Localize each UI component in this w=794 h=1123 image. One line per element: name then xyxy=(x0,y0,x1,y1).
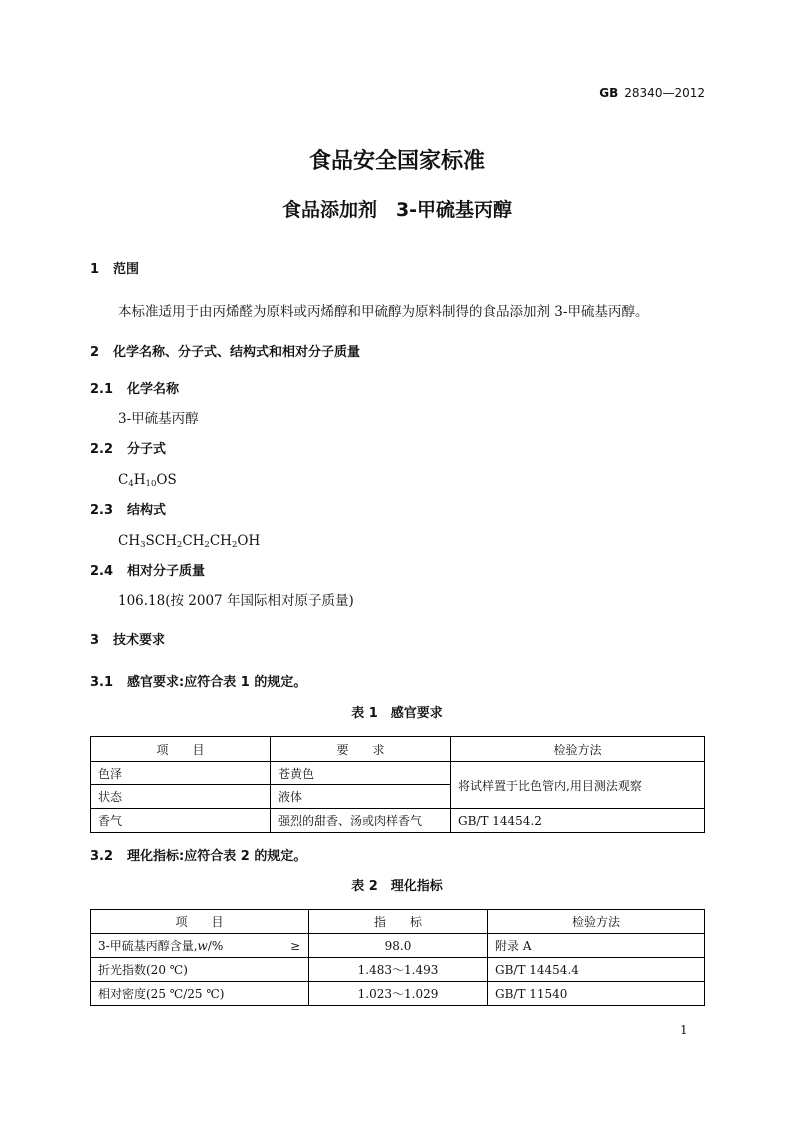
section-number: 3 xyxy=(90,633,100,648)
structural-formula xyxy=(118,533,260,549)
value-cell: 98.0 xyxy=(309,934,488,958)
item-cell xyxy=(91,934,309,958)
formula-subscript: 4 xyxy=(128,479,134,489)
section-2-4-heading xyxy=(90,564,205,580)
section-2-1-heading xyxy=(90,382,179,398)
formula-subscript: 2 xyxy=(231,540,238,550)
section-2-3-heading xyxy=(90,503,166,519)
value-cell: 1.023～1.029 xyxy=(309,982,488,1006)
formula-subscript: 2 xyxy=(176,540,183,550)
operator-symbol: ≥ xyxy=(289,938,300,953)
section-number: 1 xyxy=(90,262,100,277)
section-title: 理化指标:应符合表 2 的规定。 xyxy=(127,849,307,864)
requirement-cell: 苍黄色 xyxy=(271,762,451,785)
header-cell: 要 求 xyxy=(271,737,451,762)
standard-code-prefix: GB xyxy=(599,86,619,100)
section-number: 3.2 xyxy=(90,849,114,864)
section-2-2-heading xyxy=(90,442,166,458)
method-cell: GB/T 14454.4 xyxy=(488,958,705,982)
page-number: 1 xyxy=(680,1023,688,1037)
section-title: 化学名称、分子式、结构式和相对分子质量 xyxy=(113,345,361,360)
requirement-cell: 强烈的甜香、汤或肉样香气 xyxy=(271,809,451,833)
chemical-name: 3-甲硫基丙醇 xyxy=(118,411,199,427)
formula-part: CH xyxy=(209,533,232,549)
section-3-heading xyxy=(90,633,165,649)
section-title: 技术要求 xyxy=(113,633,166,648)
section-number: 2 xyxy=(90,345,100,360)
header-cell: 项 目 xyxy=(91,737,271,762)
method-cell: GB/T 11540 xyxy=(488,982,705,1006)
value-cell: 1.483～1.493 xyxy=(309,958,488,982)
header-cell: 项 目 xyxy=(91,910,309,934)
section-2-heading xyxy=(90,345,360,361)
document-subtitle: 食品添加剂 3-甲硫基丙醇 xyxy=(281,199,513,221)
table-header-row xyxy=(91,910,705,934)
formula-part: CH xyxy=(118,533,141,549)
item-label-unit: /% xyxy=(207,939,224,953)
method-cell: GB/T 14454.2 xyxy=(451,809,705,833)
section-title: 分子式 xyxy=(127,442,167,457)
section-title: 相对分子质量 xyxy=(127,564,206,579)
standard-code xyxy=(599,86,705,100)
table-1-caption: 表 1 感官要求 xyxy=(351,706,443,721)
header-cell: 指 标 xyxy=(309,910,488,934)
table-row xyxy=(91,934,705,958)
formula-part: H xyxy=(133,472,146,488)
table-row xyxy=(91,809,705,833)
formula-part: SCH xyxy=(145,533,177,549)
item-label xyxy=(98,937,223,954)
header-cell: 检验方法 xyxy=(451,737,705,762)
item-cell: 折光指数(20 ℃) xyxy=(91,958,309,982)
section-title: 化学名称 xyxy=(127,382,180,397)
section-title: 范围 xyxy=(113,262,140,277)
section-number: 2.4 xyxy=(90,564,114,579)
formula-part: OS xyxy=(156,472,177,488)
item-cell: 香气 xyxy=(91,809,271,833)
molecular-mass: 106.18(按 2007 年国际相对原子质量) xyxy=(118,593,354,609)
physicochemical-indicators-table xyxy=(90,909,705,1006)
formula-part: C xyxy=(118,472,129,488)
section-number: 2.3 xyxy=(90,503,114,518)
sensory-requirements-table xyxy=(90,736,705,833)
table-row xyxy=(91,958,705,982)
section-1-heading xyxy=(90,262,139,278)
table-row xyxy=(91,982,705,1006)
table-header-row xyxy=(91,737,705,762)
item-cell: 状态 xyxy=(91,785,271,809)
document-title: 食品安全国家标准 xyxy=(308,149,485,174)
section-title: 感官要求:应符合表 1 的规定。 xyxy=(127,675,307,690)
item-cell: 相对密度(25 ℃/25 ℃) xyxy=(91,982,309,1006)
section-3-1-heading xyxy=(90,675,306,691)
standard-code-number: 28340—2012 xyxy=(624,86,705,100)
header-cell: 检验方法 xyxy=(488,910,705,934)
scope-paragraph: 本标准适用于由丙烯醛为原料或丙烯醇和甲硫醇为原料制得的食品添加剂 3-甲硫基丙醇。 xyxy=(118,304,649,320)
table-2-caption: 表 2 理化指标 xyxy=(351,879,443,894)
item-label-variable: w xyxy=(197,939,208,953)
formula-part: CH xyxy=(182,533,205,549)
item-label-text: 3-甲硫基丙醇含量, xyxy=(98,939,198,953)
method-cell: 附录 A xyxy=(488,934,705,958)
section-number: 2.1 xyxy=(90,382,114,397)
section-number: 2.2 xyxy=(90,442,114,457)
molecular-formula xyxy=(118,472,177,488)
formula-subscript: 2 xyxy=(204,540,210,550)
section-number: 3.1 xyxy=(90,675,114,690)
formula-part: OH xyxy=(237,533,261,549)
formula-subscript: 3 xyxy=(140,540,146,550)
table-row xyxy=(91,762,705,785)
method-cell-merged: 将试样置于比色管内,用目测法观察 xyxy=(451,762,705,809)
item-cell: 色泽 xyxy=(91,762,271,785)
formula-subscript: 10 xyxy=(145,479,157,489)
requirement-cell: 液体 xyxy=(271,785,451,809)
section-title: 结构式 xyxy=(127,503,167,518)
section-3-2-heading xyxy=(90,849,306,865)
